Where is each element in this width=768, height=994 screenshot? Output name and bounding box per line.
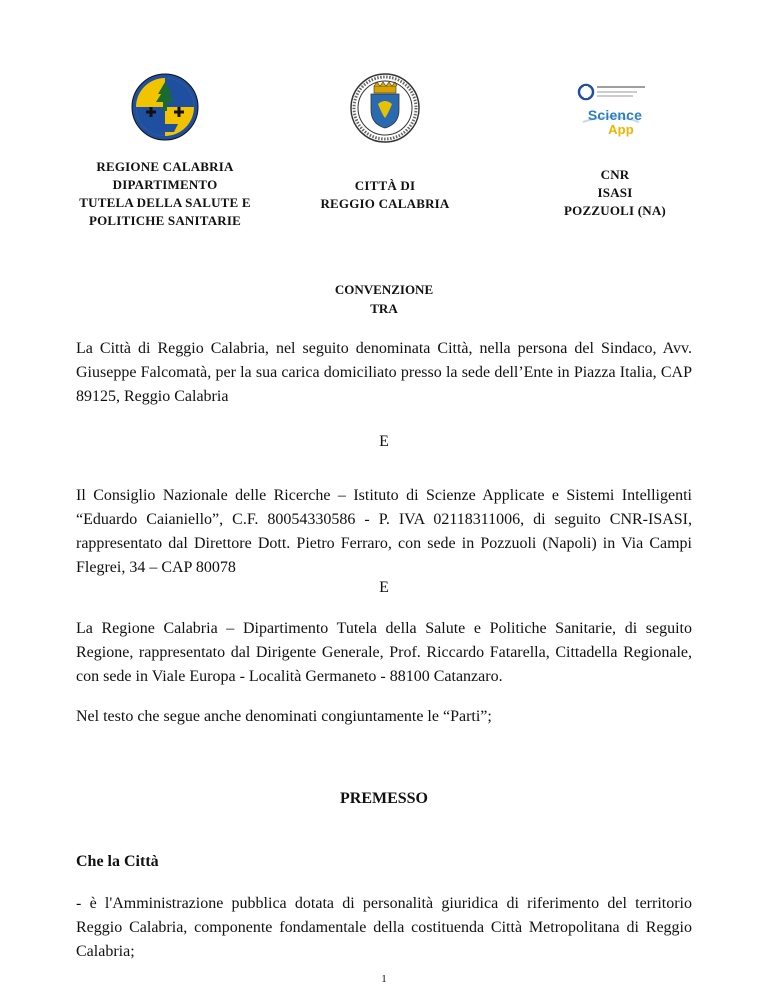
parti-paragraph: Nel testo che segue anche denominati congiuntamente le “Parti”; <box>76 708 492 725</box>
separator-e: E <box>379 579 389 596</box>
party-citta-paragraph: La Città di Reggio Calabria, nel seguito denominata Città, nella persona del Sindaco, Avv. Giuseppe Falcomatà, per la sua carica domiciliato presso la sede dell’Ente in Piazza Italia, CAP 89125, Reggio Calabria <box>76 340 692 405</box>
org-line: REGGIO CALABRIA <box>320 196 450 211</box>
convention-title <box>234 280 534 318</box>
cnr-science-app-logo-icon <box>575 72 655 138</box>
header-cnr-isasi <box>500 72 730 218</box>
document-header <box>0 72 768 242</box>
party-regione-paragraph: La Regione Calabria – Dipartimento Tutela della Salute e Politiche Sanitarie, di seguito Regione, rappresentato dal Dirigente Generale, Prof. Riccardo Fatarella, Cittadella Regionale, con sede in Viale Europa - Località Germaneto - 88100 Catanzaro. <box>76 620 692 685</box>
regione-calabria-emblem-icon <box>130 72 200 142</box>
reggio-calabria-seal-icon <box>349 72 421 144</box>
premesso-heading: PREMESSO <box>339 790 428 807</box>
page-number: 1 <box>381 973 387 985</box>
org-line: ISASI <box>597 185 633 200</box>
org-line: POLITICHE SANITARIE <box>88 213 241 228</box>
citta-reggio-name <box>272 177 498 213</box>
regione-calabria-name <box>50 158 280 230</box>
convention-title-line: CONVENZIONE <box>334 282 434 297</box>
science-wordmark: Science <box>587 107 643 123</box>
org-line: CITTÀ DI <box>354 178 416 193</box>
section-paragraph: - è l'Amministrazione pubblica dotata di personalità giuridica di riferimento del territorio Reggio Calabria, componente fondamentale della costituenda Città Metropolitana di Reggio Calabria; <box>76 895 692 960</box>
convention-title-line: TRA <box>370 301 398 316</box>
header-regione-calabria <box>50 72 280 228</box>
org-line: REGIONE CALABRIA <box>96 159 234 174</box>
org-line: DIPARTIMENTO <box>112 177 218 192</box>
org-line: CNR <box>600 167 630 182</box>
section-heading: Che la Città <box>76 853 159 870</box>
header-citta-reggio <box>272 72 498 211</box>
org-line: TUTELA DELLA SALUTE E <box>79 195 251 210</box>
separator-e: E <box>379 433 389 450</box>
org-line: POZZUOLI (NA) <box>564 203 666 218</box>
app-wordmark: App <box>608 122 634 137</box>
party-cnr-paragraph: Il Consiglio Nazionale delle Ricerche – Istituto di Scienze Applicate e Sistemi Intelligenti “Eduardo Caianiello”, C.F. 80054330586 - P. IVA 02118311006, di seguito CNR-ISASI, rappresentato dal Direttore Dott. Pietro Ferraro, con sede in Pozzuoli (Napoli) in Via Campi Flegrei, 34 – CAP 80078 <box>76 487 692 576</box>
cnr-isasi-name <box>500 166 730 220</box>
